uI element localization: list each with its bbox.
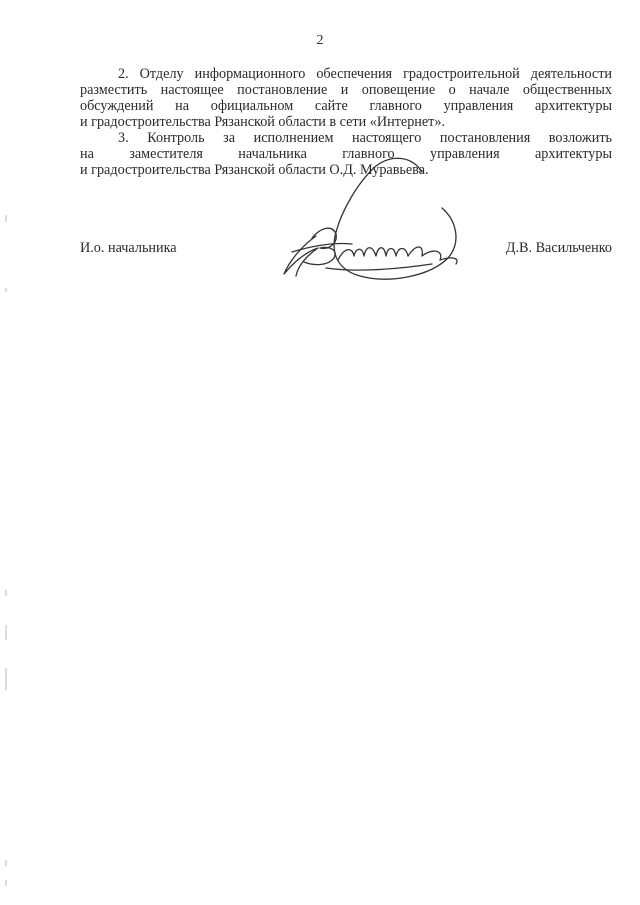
paragraph-line: разместить настоящее постановление и оповещение о начале общественных (80, 82, 612, 98)
paragraph-2 (80, 66, 612, 130)
paragraph-line: и градостроительства Рязанской области в сети «Интернет». (80, 114, 446, 130)
signatory-name: Д.В. Васильченко (505, 240, 612, 256)
page-number: 2 (316, 33, 324, 48)
handwritten-signature (272, 152, 472, 292)
paragraph-line: на заместителя начальника главного управления архитектуры (80, 146, 612, 162)
signatory-title: И.о. начальника (80, 240, 177, 256)
scan-margin-marks (4, 0, 8, 905)
paragraph-line: 3. Контроль за исполнением настоящего постановления возложить (118, 130, 612, 146)
paragraph-line: и градостроительства Рязанской области О.Д. Муравьева. (80, 162, 429, 178)
paragraph-line: обсуждений на официальном сайте главного управления архитектуры (80, 98, 612, 114)
paragraph-line: 2. Отделу информационного обеспечения градостроительной деятельности (118, 66, 612, 82)
